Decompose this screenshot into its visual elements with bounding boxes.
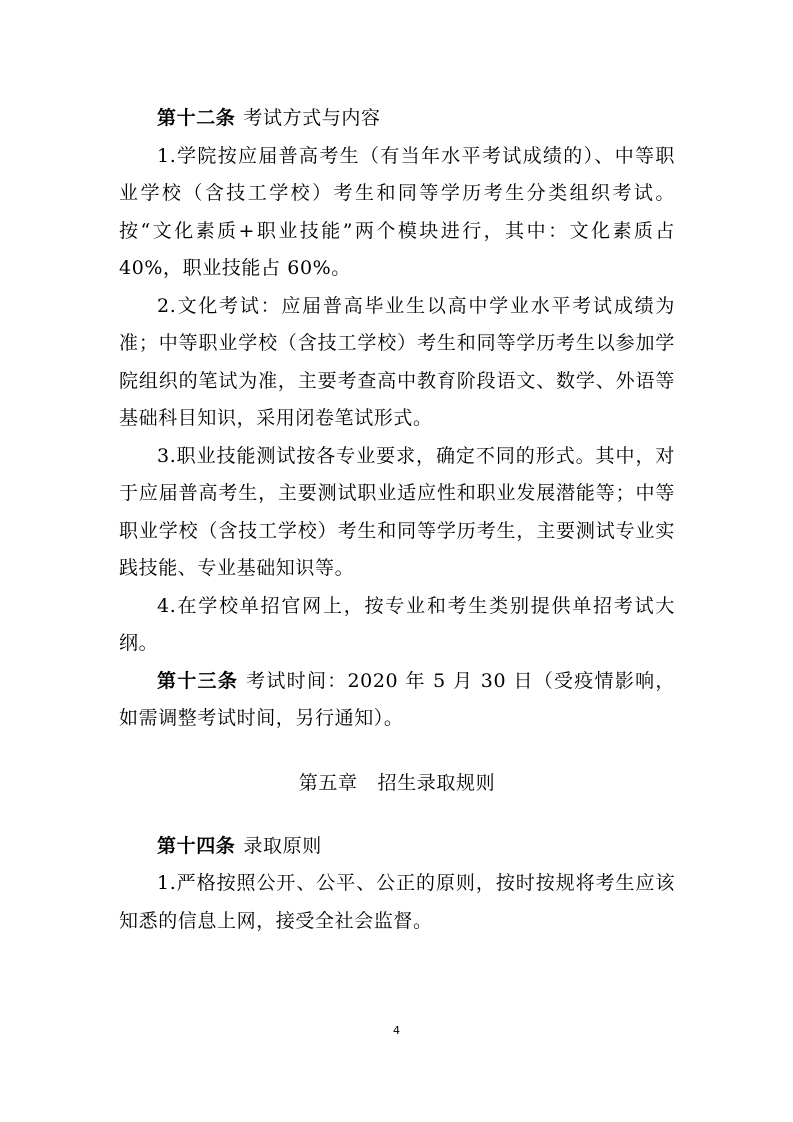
article-13-text: 考试时间：2020 年 5 月 30 日（受疫情影响，如需调整考试时间，另行通知）。 <box>119 669 675 729</box>
article-13-label: 第十三条 <box>157 669 239 692</box>
article-12-heading <box>119 100 675 138</box>
page-number: 4 <box>393 1024 400 1037</box>
chapter-heading <box>119 750 675 816</box>
article-12-item-1: 1.学院按应届普高考生（有当年水平考试成绩的）、中等职业学校（含技工学校）考生和同等学历考生分类组织考试。按“文化素质+职业技能”两个模块进行，其中：文化素质占 40%，职业技能占 60%。 <box>119 144 675 279</box>
article-14-heading <box>119 828 675 866</box>
article-12-label: 第十二条 <box>157 107 236 129</box>
page-content <box>119 100 675 940</box>
article-14-label: 第十四条 <box>157 834 236 857</box>
chapter-number: 第五章 <box>298 771 358 794</box>
article-12-item-2: 2.文化考试：应届普高毕业生以高中学业水平考试成绩为准；中等职业学校（含技工学校）考生和同等学历考生以参加学院组织的笔试为准，主要考查高中教育阶段语文、数学、外语等基础科目知识，采用闭卷笔试形式。 <box>119 294 675 429</box>
article-12-title: 考试方式与内容 <box>243 107 381 129</box>
article-14-item-1: 1.严格按照公开、公平、公正的原则，按时按规将考生应该知悉的信息上网，接受全社会监督。 <box>119 872 675 932</box>
chapter-title: 招生录取规则 <box>377 771 496 794</box>
article-14-title: 录取原则 <box>243 834 322 857</box>
article-12-item-3: 3.职业技能测试按各专业要求，确定不同的形式。其中，对于应届普高考生，主要测试职业适应性和职业发展潜能等；中等职业学校（含技工学校）考生和同等学历考生，主要测试专业实践技能、专业基础知识等。 <box>119 444 675 579</box>
article-13 <box>119 663 675 738</box>
article-12-item-4: 4.在学校单招官网上，按专业和考生类别提供单招考试大纲。 <box>119 594 675 654</box>
